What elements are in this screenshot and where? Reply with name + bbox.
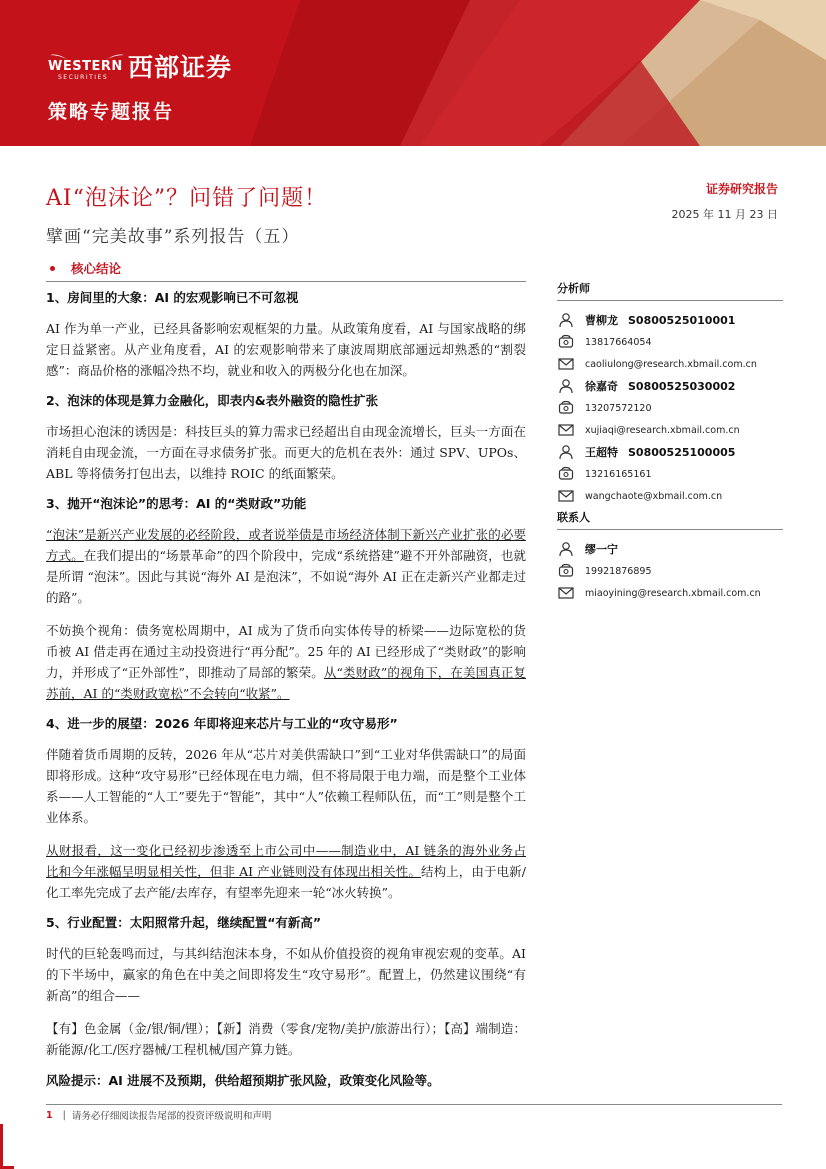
corner-decoration xyxy=(0,1124,14,1169)
analyst-phone: 13207572120 xyxy=(585,402,652,414)
report-type-label: 证券研究报告 xyxy=(705,182,778,196)
analyst-phone-row xyxy=(557,397,783,419)
phone-icon xyxy=(557,466,575,482)
analyst-email-row xyxy=(557,419,783,441)
mail-icon xyxy=(557,488,575,504)
logo-en-text: WESTERN xyxy=(48,59,123,74)
core-conclusion-label: 核心结论 xyxy=(71,261,122,276)
person-icon xyxy=(557,541,575,557)
analyst-name: 徐嘉奇 xyxy=(585,380,618,393)
paragraph xyxy=(46,1018,526,1060)
text-run: 在我们提出的“场景革命”的四个阶段中，完成“系统搭建”避不开外部融资，也就是所谓 “泡沫”。因此与其说“海外 AI 是泡沫”，不如说“海外 AI 正在走新兴产业都走过的路”。 xyxy=(46,548,527,605)
contact-heading: 联系人 xyxy=(557,509,783,530)
analyst-name-row xyxy=(557,375,783,397)
analyst-phone-row xyxy=(557,463,783,485)
underlined-text: 从“类财政”的视角下，在美国真正复苏前，AI 的“类财政宽松”不会转向“收紧”。 xyxy=(46,665,526,701)
text-run: 【有】色金属（金/银/铜/锂）；【新】消费（零食/宠物/美护/旅游出行）；【高】端制造：新能源/化工/医疗器械/工程机械/国产算力链。 xyxy=(46,1021,526,1057)
analyst-name: 王超特 xyxy=(585,446,618,459)
analyst-license-id: S0800525030002 xyxy=(628,379,736,393)
person-icon xyxy=(557,444,575,460)
paragraph xyxy=(46,943,526,1006)
core-conclusion-heading xyxy=(46,259,526,277)
phone-icon xyxy=(557,400,575,416)
main-content xyxy=(46,290,526,1090)
person-icon xyxy=(557,312,575,328)
analyst-email-row xyxy=(557,485,783,507)
underlined-text: 从财报看，这一变化已经初步渗透至上市公司中——制造业中，AI 链条的海外业务占比和今年涨幅呈明显相关性，但非 AI 产业链则没有体现出相关性。 xyxy=(46,843,526,879)
analyst-name-row xyxy=(557,309,783,331)
phone-icon xyxy=(557,334,575,350)
analyst-heading: 分析师 xyxy=(557,280,783,301)
mail-icon xyxy=(557,356,575,372)
analyst-license-id: S0800525100005 xyxy=(628,445,736,459)
paragraph xyxy=(46,318,526,381)
mail-icon xyxy=(557,585,575,601)
analyst-phone-row xyxy=(557,331,783,353)
text-run: AI 作为单一产业，已经具备影响宏观框架的力量。从政策角度看，AI 与国家战略的绑定日益紧密。从产业角度看，AI 的宏观影响带来了康波周期底部逦远却熟悉的“割裂感”：商品价格的涨幅冷热不均，就业和收入的两极分化也在加深。 xyxy=(46,321,526,378)
report-title: AI“泡沫论”？问错了问题！ xyxy=(46,186,328,211)
underlined-text: “泡沫”是新兴产业发展的必经阶段，或者说举债是市场经济体制下新兴产业扩张的必要方式。 xyxy=(46,527,526,563)
report-date: 2025 年 11 月 23 日 xyxy=(671,208,778,221)
analyst-phone: 13216165161 xyxy=(585,468,652,480)
text-run: 时代的巨轮轰鸣而过，与其纠结泡沫本身，不如从价值投资的视角审视宏观的变革。AI 的下半场中，赢家的角色在中美之间即将发生“攻守易形”。配置上，仍然建议围绕“有新高”的组合—— xyxy=(46,946,526,1003)
text-run: 结构上，由于电新/化工率先完成了去产能/去库存，有望率先迎来一轮“冰火转换”。 xyxy=(46,864,526,900)
analyst-list xyxy=(557,309,783,507)
analyst-name: 曹柳龙 xyxy=(585,314,618,327)
logo-en-sub-text: SECURITIES xyxy=(58,74,109,81)
page-footer xyxy=(46,1108,271,1122)
logo-mark xyxy=(48,51,126,81)
document-type: 策略专题报告 xyxy=(48,101,175,123)
section-title: 4、进一步的展望：2026 年即将迎来芯片与工业的“攻守易形” xyxy=(46,716,398,731)
mail-icon xyxy=(557,422,575,438)
bullet-icon xyxy=(50,266,55,271)
analyst-name-row xyxy=(557,441,783,463)
footer-separator: | xyxy=(62,1109,66,1121)
contact-list xyxy=(557,538,783,604)
analyst-name: 缪一宁 xyxy=(585,543,618,556)
analyst-phone: 13817664054 xyxy=(585,336,652,348)
analyst-name-row xyxy=(557,538,783,560)
report-subtitle: 擘画“完美故事”系列报告（五） xyxy=(46,227,300,247)
person-icon xyxy=(557,378,575,394)
analyst-email[interactable]: caoliulong@research.xbmail.com.cn xyxy=(585,358,757,370)
paragraph xyxy=(46,840,526,903)
company-logo xyxy=(48,48,232,84)
paragraph xyxy=(46,620,526,704)
section-title: 5、行业配置：太阳照常升起，继续配置“有新高” xyxy=(46,915,322,930)
section-title: 2、泡沫的体现是算力金融化，即表内&表外融资的隐性扩张 xyxy=(46,393,379,408)
logo-cn-text: 西部证券 xyxy=(128,53,233,82)
phone-icon xyxy=(557,563,575,579)
paragraph xyxy=(46,421,526,484)
footer-disclaimer: 请务必仔细阅读报告尾部的投资评级说明和声明 xyxy=(71,1111,272,1122)
header-banner xyxy=(0,0,826,146)
analyst-phone-row xyxy=(557,560,783,582)
analyst-license-id: S0800525010001 xyxy=(628,313,736,327)
text-run: 不妨换个视角：债务宽松周期中，AI 成为了货币向实体传导的桥梁——边际宽松的货币被 AI 借走再在通过主动投资进行“再分配”。25 年的 AI 已经形成了“类财政”的影响力，并形成了“正外部性”，即推动了局部的繁荣。 xyxy=(46,623,526,680)
analyst-email[interactable]: wangchaote@xbmail.com.cn xyxy=(585,490,723,502)
text-run: 伴随着货币周期的反转，2026 年从“芯片对美供需缺口”到“工业对华供需缺口”的局面即将形成。这种“攻守易形”已经体现在电力端，但不将局限于电力端，而是整个工业体系——人工智能的“人工”要先于“智能”，其中“人”依赖工程师队伍，而“工”则是整个工业体系。 xyxy=(46,747,526,825)
text-run: 市场担心泡沫的诱因是：科技巨头的算力需求已经超出自由现金流增长，巨头一方面在消耗自由现金流，一方面在寻求债务扩张。而更大的危机在表外：通过 SPV、UPOs、ABL 等将债务打包出去，以维持 ROIC 的纸面繁荣。 xyxy=(46,424,526,481)
footer-divider xyxy=(46,1104,782,1105)
analyst-email[interactable]: xujiaqi@research.xbmail.com.cn xyxy=(585,424,740,436)
analyst-email[interactable]: miaoyining@research.xbmail.com.cn xyxy=(585,587,761,599)
sidebar xyxy=(557,280,783,604)
section-title: 3、抛开“泡沫论”的思考：AI 的“类财政”功能 xyxy=(46,496,307,511)
divider xyxy=(46,281,526,282)
paragraph xyxy=(46,524,526,608)
analyst-email-row xyxy=(557,353,783,375)
analyst-email-row xyxy=(557,582,783,604)
page-number: 1 xyxy=(46,1109,53,1121)
risk-warning: 风险提示：AI 进展不及预期，供给超预期扩张风险，政策变化风险等。 xyxy=(46,1073,440,1088)
analyst-phone: 19921876895 xyxy=(585,565,652,577)
paragraph xyxy=(46,744,526,828)
section-title: 1、房间里的大象：AI 的宏观影响已不可忽视 xyxy=(46,290,299,305)
